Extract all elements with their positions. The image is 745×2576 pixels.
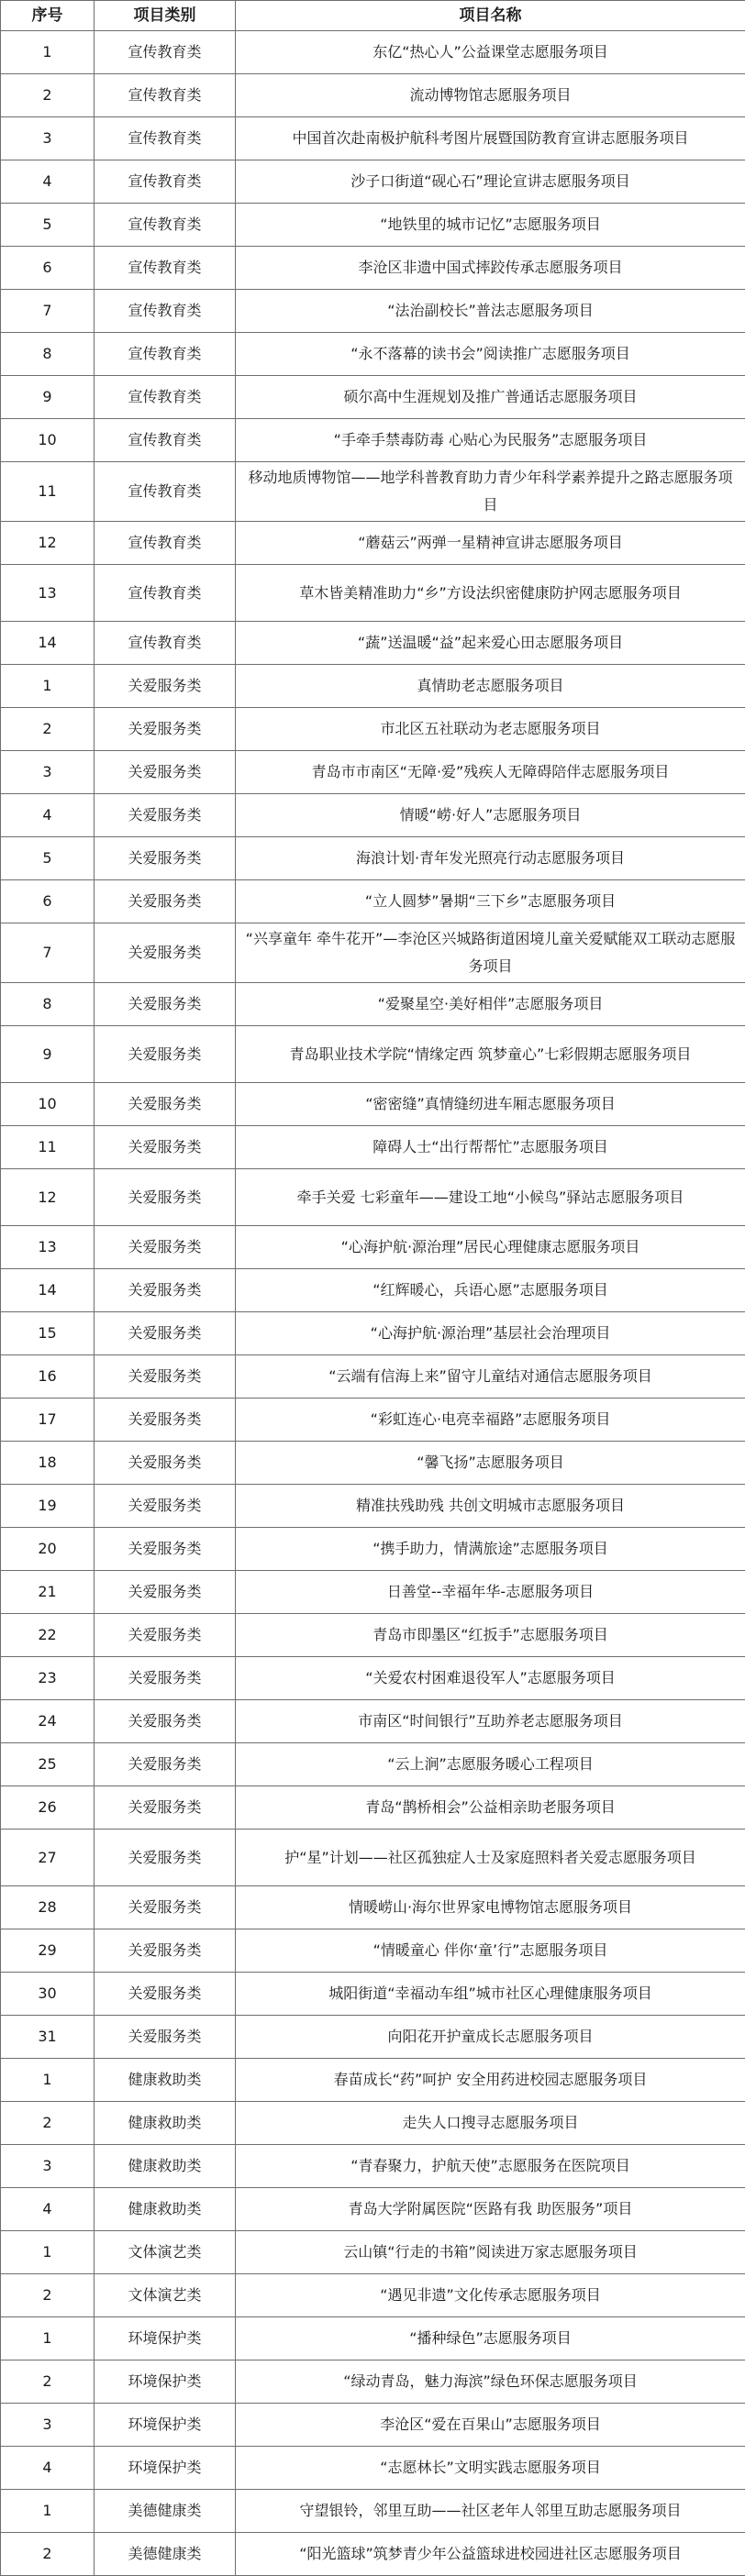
table-row [1,1700,745,1743]
row-project-name: “青春聚力，护航天使”志愿服务在医院项目 [236,2145,745,2188]
row-serial-number: 2 [1,2360,95,2404]
row-serial-number: 25 [1,1743,95,1786]
row-serial-number: 3 [1,2145,95,2188]
row-project-name: 日善堂--幸福年华-志愿服务项目 [236,1571,745,1614]
row-serial-number: 19 [1,1485,95,1528]
row-project-name: “蘑菇云”两弹一星精神宣讲志愿服务项目 [236,522,745,565]
row-serial-number: 8 [1,333,95,376]
table-row [1,1614,745,1657]
row-project-name: 护“星”计划——社区孤独症人士及家庭照料者关爱志愿服务项目 [236,1830,745,1886]
row-category: 关爱服务类 [95,1973,236,2016]
row-project-name: 青岛市市南区“无障·爱”残疾人无障碍陪伴志愿服务项目 [236,751,745,794]
table-row [1,1226,745,1269]
row-project-name: 青岛“鹊桥相会”公益相亲助老服务项目 [236,1786,745,1830]
row-category: 宣传教育类 [95,204,236,247]
table-row [1,1169,745,1226]
table-row [1,1886,745,1929]
row-project-name: 沙子口街道“砚心石”理论宣讲志愿服务项目 [236,160,745,204]
row-category: 宣传教育类 [95,160,236,204]
table-row [1,522,745,565]
table-row [1,622,745,665]
row-project-name: 向阳花开护童成长志愿服务项目 [236,2016,745,2059]
row-project-name: “彩虹连心·电亮幸福路”志愿服务项目 [236,1399,745,1442]
row-category: 关爱服务类 [95,1169,236,1226]
row-serial-number: 11 [1,462,95,522]
row-category: 宣传教育类 [95,117,236,160]
row-serial-number: 4 [1,794,95,837]
row-category: 关爱服务类 [95,1700,236,1743]
row-serial-number: 29 [1,1929,95,1973]
row-project-name: “心海护航·源治理”基层社会治理项目 [236,1312,745,1355]
table-row [1,419,745,462]
row-serial-number: 1 [1,665,95,708]
header-serial-number: 序号 [1,1,95,31]
row-project-name: 情暖崂山·海尔世界家电博物馆志愿服务项目 [236,1886,745,1929]
row-project-name: 守望银铃，邻里互助——社区老年人邻里互助志愿服务项目 [236,2490,745,2533]
table-header [1,1,745,31]
row-serial-number: 2 [1,2533,95,2576]
row-serial-number: 1 [1,2317,95,2360]
row-serial-number: 3 [1,751,95,794]
row-serial-number: 10 [1,419,95,462]
row-project-name: 情暖“崂·好人”志愿服务项目 [236,794,745,837]
row-category: 美德健康类 [95,2490,236,2533]
table-row [1,2360,745,2404]
row-project-name: “关爱农村困难退役军人”志愿服务项目 [236,1657,745,1700]
row-project-name: “携手助力，情满旅途”志愿服务项目 [236,1528,745,1571]
row-category: 文体演艺类 [95,2231,236,2274]
row-project-name: 李沧区“爱在百果山”志愿服务项目 [236,2404,745,2447]
table-row [1,1399,745,1442]
row-category: 宣传教育类 [95,622,236,665]
row-serial-number: 31 [1,2016,95,2059]
table-row [1,160,745,204]
row-serial-number: 13 [1,1226,95,1269]
table-row [1,1929,745,1973]
table-row [1,565,745,622]
table-row [1,1830,745,1886]
row-project-name: “播种绿色”志愿服务项目 [236,2317,745,2360]
row-project-name: 东亿“热心人”公益课堂志愿服务项目 [236,31,745,74]
row-serial-number: 5 [1,837,95,880]
row-serial-number: 1 [1,2231,95,2274]
row-project-name: “心海护航·源治理”居民心理健康志愿服务项目 [236,1226,745,1269]
row-category: 关爱服务类 [95,837,236,880]
row-category: 关爱服务类 [95,1126,236,1169]
table-row [1,1126,745,1169]
row-serial-number: 21 [1,1571,95,1614]
table-row [1,2145,745,2188]
row-serial-number: 6 [1,880,95,923]
row-serial-number: 8 [1,983,95,1026]
row-category: 环境保护类 [95,2317,236,2360]
table-row [1,837,745,880]
row-project-name: 云山镇“行走的书箱”阅读进万家志愿服务项目 [236,2231,745,2274]
row-category: 关爱服务类 [95,1886,236,1929]
row-category: 宣传教育类 [95,74,236,117]
row-category: 宣传教育类 [95,247,236,290]
row-serial-number: 10 [1,1083,95,1126]
row-project-name: 青岛职业技术学院“情缘定西 筑梦童心”七彩假期志愿服务项目 [236,1026,745,1083]
header-row [1,1,745,31]
table-row [1,1026,745,1083]
row-project-name: 流动博物馆志愿服务项目 [236,74,745,117]
row-project-name: 牵手关爱 七彩童年——建设工地“小候鸟”驿站志愿服务项目 [236,1169,745,1226]
row-serial-number: 3 [1,2404,95,2447]
row-category: 关爱服务类 [95,923,236,983]
row-category: 关爱服务类 [95,708,236,751]
row-category: 关爱服务类 [95,983,236,1026]
row-category: 环境保护类 [95,2447,236,2490]
row-serial-number: 12 [1,1169,95,1226]
row-category: 宣传教育类 [95,522,236,565]
table-row [1,333,745,376]
table-row [1,290,745,333]
row-serial-number: 7 [1,923,95,983]
row-category: 环境保护类 [95,2404,236,2447]
row-project-name: “密密缝”真情缝纫进车厢志愿服务项目 [236,1083,745,1126]
row-category: 关爱服务类 [95,1743,236,1786]
row-category: 宣传教育类 [95,376,236,419]
header-project-name: 项目名称 [236,1,745,31]
row-category: 关爱服务类 [95,751,236,794]
table-row [1,2447,745,2490]
table-row [1,2102,745,2145]
row-serial-number: 30 [1,1973,95,2016]
row-project-name: “志愿林长”文明实践志愿服务项目 [236,2447,745,2490]
table-row [1,1312,745,1355]
row-category: 关爱服务类 [95,1485,236,1528]
row-serial-number: 13 [1,565,95,622]
row-category: 关爱服务类 [95,880,236,923]
row-category: 关爱服务类 [95,1830,236,1886]
row-serial-number: 3 [1,117,95,160]
table-row [1,665,745,708]
row-project-name: “立人圆梦”暑期“三下乡”志愿服务项目 [236,880,745,923]
row-serial-number: 1 [1,31,95,74]
row-category: 关爱服务类 [95,1614,236,1657]
row-serial-number: 14 [1,1269,95,1312]
row-serial-number: 2 [1,2102,95,2145]
row-serial-number: 7 [1,290,95,333]
table-row [1,1786,745,1830]
row-project-name: “蔬”送温暖“益”起来爱心田志愿服务项目 [236,622,745,665]
table-row [1,2188,745,2231]
row-project-name: 精准扶残助残 共创文明城市志愿服务项目 [236,1485,745,1528]
row-project-name: “阳光篮球”筑梦青少年公益篮球进校园进社区志愿服务项目 [236,2533,745,2576]
row-category: 关爱服务类 [95,665,236,708]
row-category: 关爱服务类 [95,1226,236,1269]
row-project-name: 移动地质博物馆——地学科普教育助力青少年科学素养提升之路志愿服务项目 [236,462,745,522]
row-project-name: “云端有信海上来”留守儿童结对通信志愿服务项目 [236,1355,745,1399]
table-row [1,880,745,923]
row-serial-number: 26 [1,1786,95,1830]
row-category: 关爱服务类 [95,1528,236,1571]
row-category: 健康救助类 [95,2188,236,2231]
row-category: 关爱服务类 [95,1312,236,1355]
header-project-category: 项目类别 [95,1,236,31]
table-row [1,923,745,983]
row-category: 关爱服务类 [95,1657,236,1700]
row-project-name: 春苗成长“药”呵护 安全用药进校园志愿服务项目 [236,2059,745,2102]
row-serial-number: 23 [1,1657,95,1700]
row-category: 关爱服务类 [95,2016,236,2059]
table-row [1,2016,745,2059]
row-project-name: “绿动青岛，魅力海滨”绿色环保志愿服务项目 [236,2360,745,2404]
row-category: 关爱服务类 [95,1442,236,1485]
row-project-name: “兴享童年 牵牛花开”—李沧区兴城路街道困境儿童关爱赋能双工联动志愿服务项目 [236,923,745,983]
table-row [1,74,745,117]
row-category: 宣传教育类 [95,462,236,522]
table-row [1,462,745,522]
table-row [1,1269,745,1312]
row-serial-number: 12 [1,522,95,565]
table-row [1,1571,745,1614]
row-category: 宣传教育类 [95,419,236,462]
row-serial-number: 4 [1,2447,95,2490]
row-project-name: 青岛大学附属医院“医路有我 助医服务”项目 [236,2188,745,2231]
table-row [1,204,745,247]
row-serial-number: 4 [1,160,95,204]
row-project-name: “爱聚星空·美好相伴”志愿服务项目 [236,983,745,1026]
row-serial-number: 6 [1,247,95,290]
row-serial-number: 1 [1,2490,95,2533]
table-row [1,2404,745,2447]
row-category: 宣传教育类 [95,31,236,74]
row-serial-number: 4 [1,2188,95,2231]
row-serial-number: 27 [1,1830,95,1886]
table-row [1,2274,745,2317]
row-serial-number: 2 [1,2274,95,2317]
table-row [1,2490,745,2533]
table-row [1,2059,745,2102]
row-category: 宣传教育类 [95,565,236,622]
row-category: 关爱服务类 [95,1083,236,1126]
table-row [1,794,745,837]
row-category: 关爱服务类 [95,1929,236,1973]
row-serial-number: 1 [1,2059,95,2102]
row-project-name: 走失人口搜寻志愿服务项目 [236,2102,745,2145]
table-row [1,2231,745,2274]
row-project-name: “馨飞扬”志愿服务项目 [236,1442,745,1485]
row-category: 关爱服务类 [95,1571,236,1614]
row-project-name: 李沧区非遗中国式摔跤传承志愿服务项目 [236,247,745,290]
table-row [1,1355,745,1399]
row-project-name: 青岛市即墨区“红扳手”志愿服务项目 [236,1614,745,1657]
row-serial-number: 16 [1,1355,95,1399]
table-row [1,1083,745,1126]
table-row [1,2317,745,2360]
row-project-name: “云上涧”志愿服务暖心工程项目 [236,1743,745,1786]
row-serial-number: 5 [1,204,95,247]
table-row [1,983,745,1026]
row-project-name: 真情助老志愿服务项目 [236,665,745,708]
row-category: 宣传教育类 [95,290,236,333]
table-body [1,31,745,2576]
row-serial-number: 20 [1,1528,95,1571]
row-category: 关爱服务类 [95,1786,236,1830]
row-serial-number: 11 [1,1126,95,1169]
row-category: 文体演艺类 [95,2274,236,2317]
table-row [1,31,745,74]
row-category: 关爱服务类 [95,1399,236,1442]
row-project-name: “永不落幕的读书会”阅读推广志愿服务项目 [236,333,745,376]
table-row [1,751,745,794]
row-serial-number: 2 [1,708,95,751]
row-serial-number: 17 [1,1399,95,1442]
table-row [1,1657,745,1700]
row-serial-number: 9 [1,376,95,419]
row-serial-number: 24 [1,1700,95,1743]
row-category: 健康救助类 [95,2059,236,2102]
row-category: 宣传教育类 [95,333,236,376]
table-row [1,1743,745,1786]
row-project-name: 草木皆美精准助力“乡”方设法织密健康防护网志愿服务项目 [236,565,745,622]
row-project-name: 障碍人士“出行帮帮忙”志愿服务项目 [236,1126,745,1169]
row-serial-number: 22 [1,1614,95,1657]
row-serial-number: 28 [1,1886,95,1929]
row-serial-number: 18 [1,1442,95,1485]
row-category: 关爱服务类 [95,1269,236,1312]
row-project-name: 市北区五社联动为老志愿服务项目 [236,708,745,751]
row-project-name: 中国首次赴南极护航科考图片展暨国防教育宣讲志愿服务项目 [236,117,745,160]
row-project-name: 硕尔高中生涯规划及推广普通话志愿服务项目 [236,376,745,419]
row-category: 环境保护类 [95,2360,236,2404]
row-project-name: 城阳街道“幸福动车组”城市社区心理健康服务项目 [236,1973,745,2016]
table-row [1,247,745,290]
row-category: 关爱服务类 [95,1026,236,1083]
row-project-name: “遇见非遗”文化传承志愿服务项目 [236,2274,745,2317]
row-serial-number: 14 [1,622,95,665]
row-project-name: 海浪计划·青年发光照亮行动志愿服务项目 [236,837,745,880]
table-row [1,1528,745,1571]
row-project-name: “法治副校长”普法志愿服务项目 [236,290,745,333]
table-row [1,1442,745,1485]
row-category: 健康救助类 [95,2102,236,2145]
table-row [1,376,745,419]
row-serial-number: 15 [1,1312,95,1355]
table-row [1,2533,745,2576]
row-category: 关爱服务类 [95,794,236,837]
row-project-name: “手牵手禁毒防毒 心贴心为民服务”志愿服务项目 [236,419,745,462]
row-project-name: “地铁里的城市记忆”志愿服务项目 [236,204,745,247]
table-row [1,1485,745,1528]
row-serial-number: 9 [1,1026,95,1083]
row-project-name: “红辉暖心，兵语心愿”志愿服务项目 [236,1269,745,1312]
row-category: 美德健康类 [95,2533,236,2576]
table-row [1,708,745,751]
table-row [1,117,745,160]
table-row [1,1973,745,2016]
row-serial-number: 2 [1,74,95,117]
row-project-name: “情暖童心 伴你‘童’行”志愿服务项目 [236,1929,745,1973]
row-category: 关爱服务类 [95,1355,236,1399]
row-project-name: 市南区“时间银行”互助养老志愿服务项目 [236,1700,745,1743]
row-category: 健康救助类 [95,2145,236,2188]
